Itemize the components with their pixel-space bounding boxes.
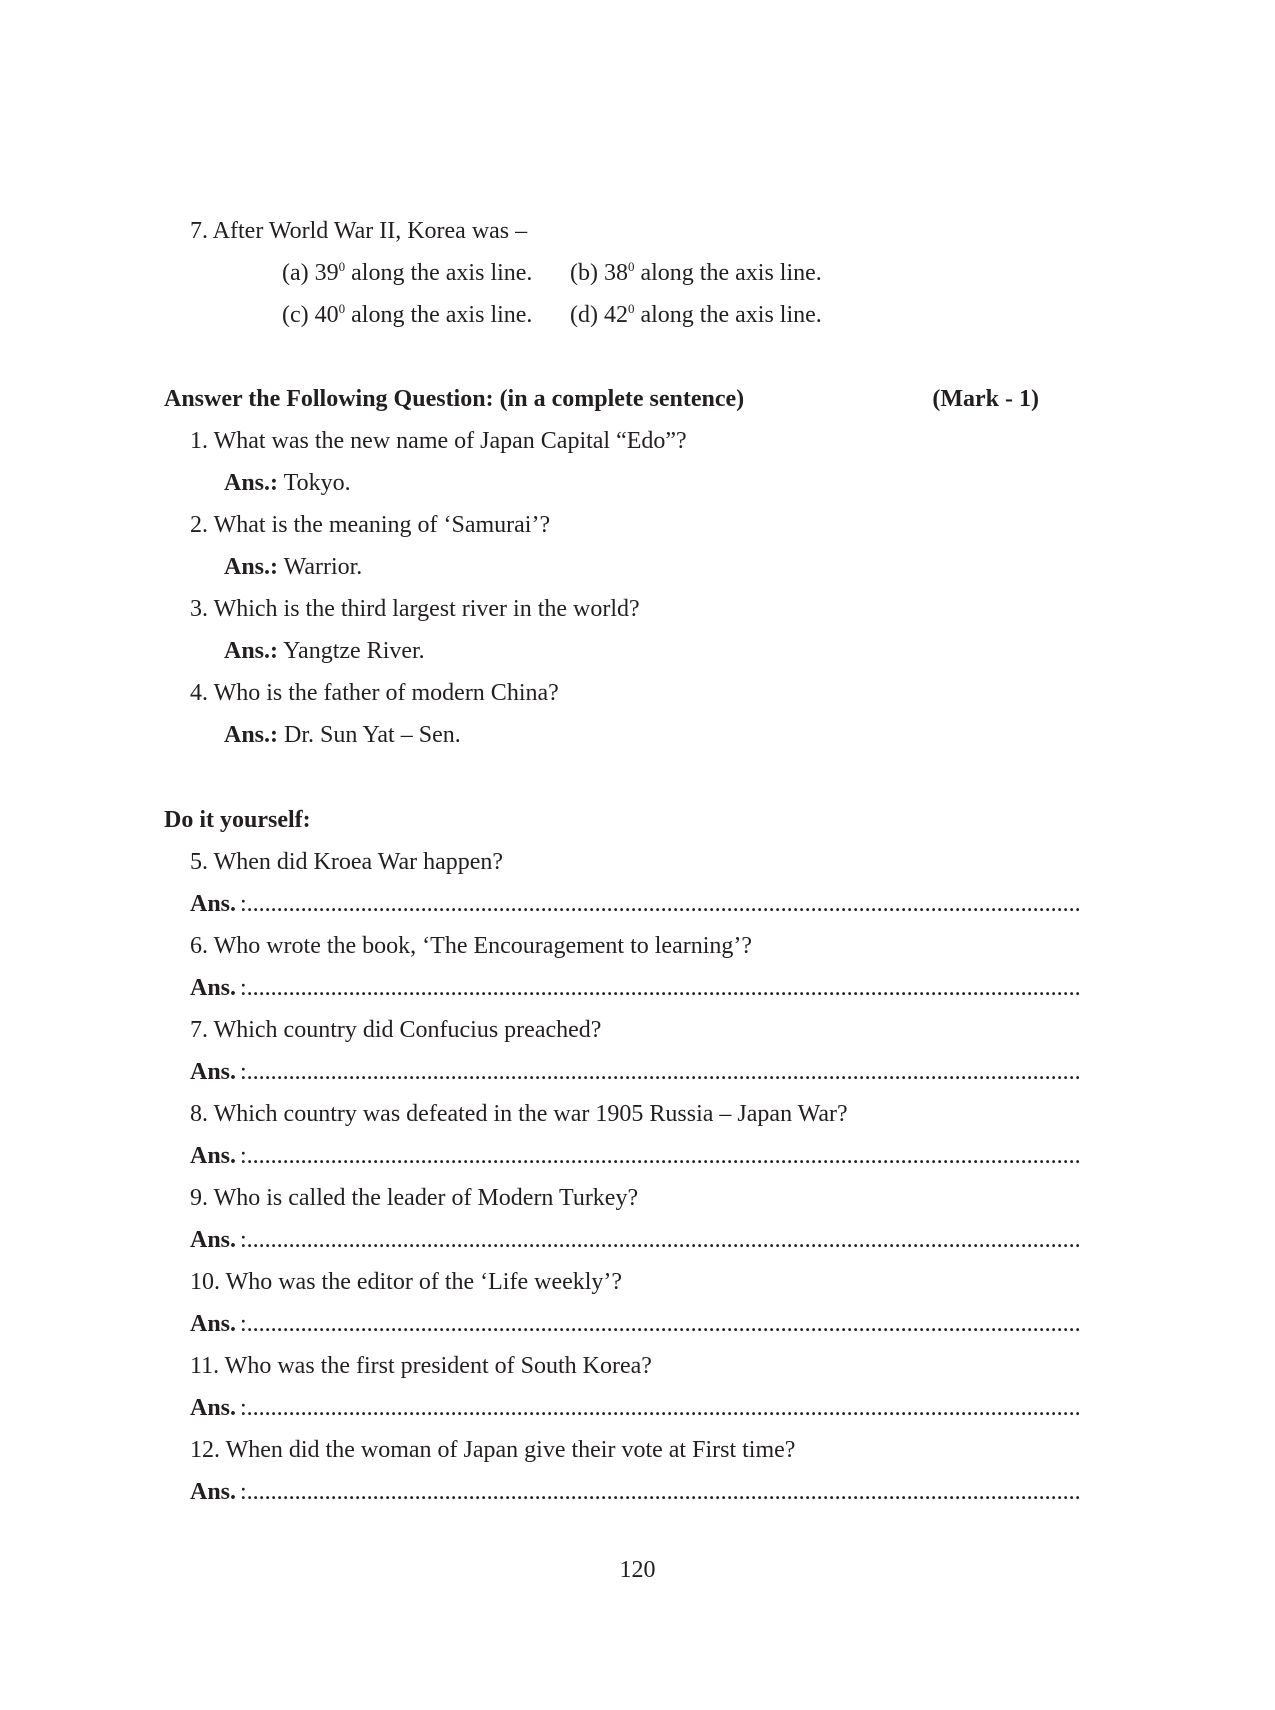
question-2: 2. What is the meaning of ‘Samurai’? [190, 512, 551, 538]
mark-label: (Mark - 1) [932, 386, 1039, 412]
answer-blank-7[interactable]: :........................................................................................................................................... [240, 1059, 1081, 1085]
mcq-option-d: (d) $42^0$ along the axis line. [570, 301, 822, 328]
answer-label-10: Ans. [190, 1311, 237, 1337]
answer-label-12: Ans. [190, 1479, 237, 1505]
question-7: 7. Which country did Confucius preached? [190, 1017, 602, 1043]
answer-blank-8[interactable]: :........................................................................................................................................... [240, 1143, 1081, 1169]
answer-blank-10[interactable]: :........................................................................................................................................... [240, 1311, 1081, 1337]
answer-label-9: Ans. [190, 1227, 237, 1253]
answer-blank-12[interactable]: :........................................................................................................................................... [240, 1479, 1081, 1505]
answer-label-8: Ans. [190, 1143, 237, 1169]
question-5: 5. When did Kroea War happen? [190, 849, 504, 875]
question-10: 10. Who was the editor of the ‘Life weekly’? [190, 1269, 623, 1295]
do-it-yourself-heading: Do it yourself: [164, 807, 311, 833]
question-9: 9. Who is called the leader of Modern Turkey? [190, 1185, 639, 1211]
question-8: 8. Which country was defeated in the war 1905 Russia – Japan War? [190, 1101, 848, 1127]
answer-label-6: Ans. [190, 975, 237, 1001]
answer-1: Ans.: Tokyo. [224, 470, 351, 496]
answer-3: Ans.: Yangtze River. [224, 638, 425, 664]
question-11: 11. Who was the first president of South Korea? [190, 1353, 652, 1379]
question-12: 12. When did the woman of Japan give their vote at First time? [190, 1437, 796, 1463]
answer-label-5: Ans. [190, 891, 237, 917]
answer-blank-11[interactable]: :........................................................................................................................................... [240, 1395, 1081, 1421]
section-heading [164, 384, 1157, 414]
page-number: 120 [619, 1557, 656, 1583]
answer-label-11: Ans. [190, 1395, 237, 1421]
question-1: 1. What was the new name of Japan Capital “Edo”? [190, 428, 687, 454]
mcq-option-c: (c) $40^0$ along the axis line. [282, 301, 533, 328]
section-heading-text: Answer the Following Question: (in a complete sentence) [164, 386, 745, 412]
answer-blank-6[interactable]: :........................................................................................................................................... [240, 975, 1081, 1001]
answer-blank-9[interactable]: :........................................................................................................................................... [240, 1227, 1081, 1253]
question-3: 3. Which is the third largest river in the world? [190, 596, 640, 622]
answer-4: Ans.: Dr. Sun Yat – Sen. [224, 722, 461, 748]
question-6: 6. Who wrote the book, ‘The Encouragement to learning’? [190, 933, 753, 959]
mcq-option-a: (a) $39^0$ along the axis line. [282, 259, 533, 286]
answer-label-7: Ans. [190, 1059, 237, 1085]
answer-blank-5[interactable]: :........................................................................................................................................... [240, 891, 1081, 917]
answer-2: Ans.: Warrior. [224, 554, 363, 580]
mcq-option-b: (b) $38^0$ along the axis line. [570, 259, 822, 286]
mcq-question: 7. After World War II, Korea was – [190, 218, 528, 244]
question-4: 4. Who is the father of modern China? [190, 680, 559, 706]
